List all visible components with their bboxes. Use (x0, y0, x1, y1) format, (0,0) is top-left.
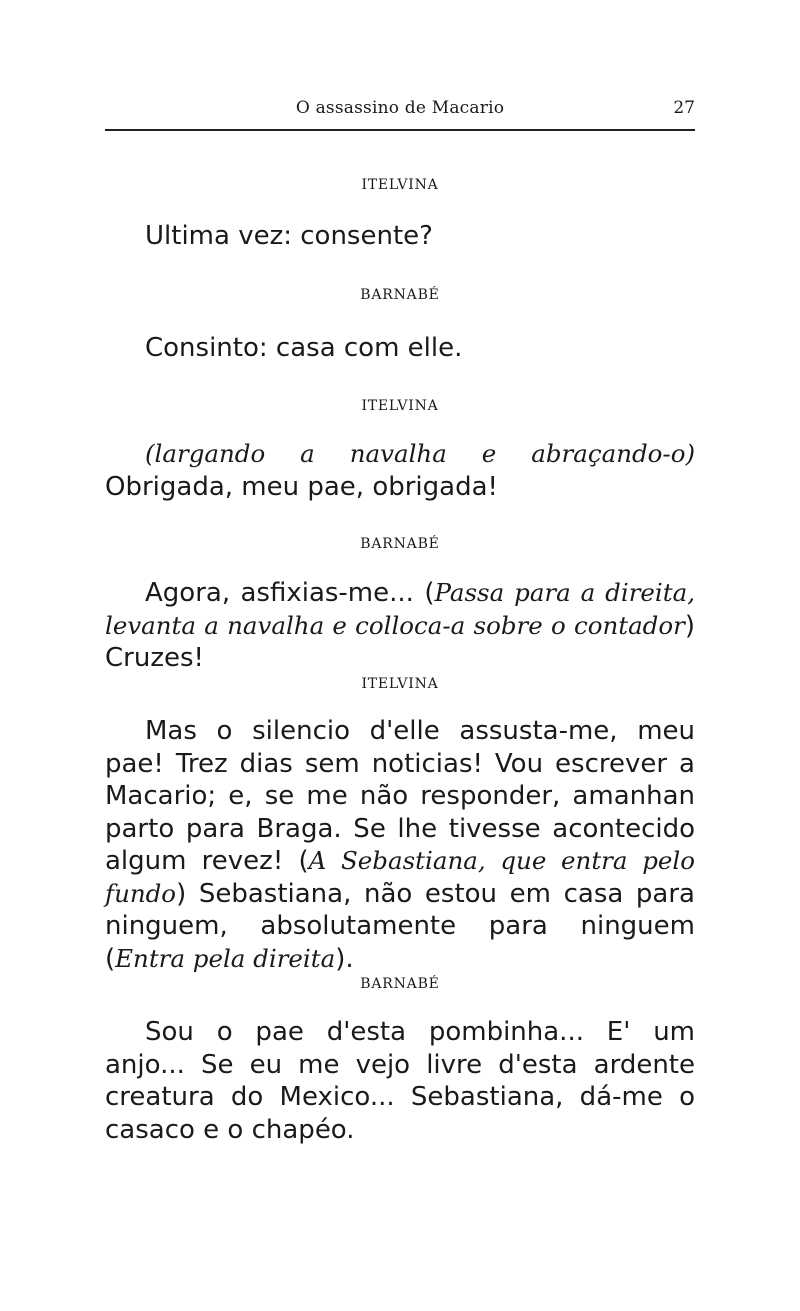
speech-text: Obrigada, meu pae, obrigada! (105, 471, 498, 502)
running-title: O assassino de Macario (295, 98, 505, 118)
speaker-name: BARNABÉ (360, 536, 440, 552)
speech-block (105, 715, 695, 975)
speech-text: Consinto: casa com elle. (145, 333, 463, 363)
speech-block (105, 220, 695, 253)
speech-text: ) Cruzes! (105, 610, 695, 673)
speech-text: Mas o silencio d'elle assusta-me, meu pae! Trez dias sem noticias! Vou escrever a Macario; e, se me não responder, amanhan parto para Braga. Se lhe tivesse acontecido algum revez! ( (105, 716, 695, 876)
speaker-name: ITELVINA (361, 398, 439, 414)
page-number: 27 (673, 98, 695, 118)
speaker-name: BARNABÉ (360, 287, 440, 303)
stage-direction: Entra pela direita (115, 943, 336, 973)
speech-block (105, 438, 695, 503)
speech-block (105, 332, 695, 365)
stage-direction: Passa para a direita, levanta a navalha e colloca-a sobre o contador (105, 578, 695, 640)
speaker-name: BARNABÉ (360, 976, 440, 992)
stage-direction: A Sebastiana, que entra pelo fundo (105, 846, 695, 908)
header-rule (105, 129, 695, 131)
speech-text: ) Sebastiana, não estou em casa para ninguem, absolutamente para ninguem ( (105, 878, 695, 974)
speech-text: ). (335, 943, 354, 974)
speaker-name: ITELVINA (361, 676, 439, 692)
speech-block (105, 1016, 695, 1146)
speaker-name: ITELVINA (361, 177, 439, 193)
page-header (105, 96, 695, 126)
stage-direction: (largando a navalha e abraçando-o) (145, 439, 695, 468)
speech-block (105, 577, 695, 675)
speech-text: Ultima vez: consente? (145, 221, 433, 251)
speech-text: Sou o pae d'esta pombinha... E' um anjo... Se eu me vejo livre d'esta ardente creatura do Mexico... Sebastiana, dá-me o casaco e o chapéo. (105, 1017, 695, 1145)
speech-text: Agora, asfixias-me... ( (145, 578, 435, 608)
